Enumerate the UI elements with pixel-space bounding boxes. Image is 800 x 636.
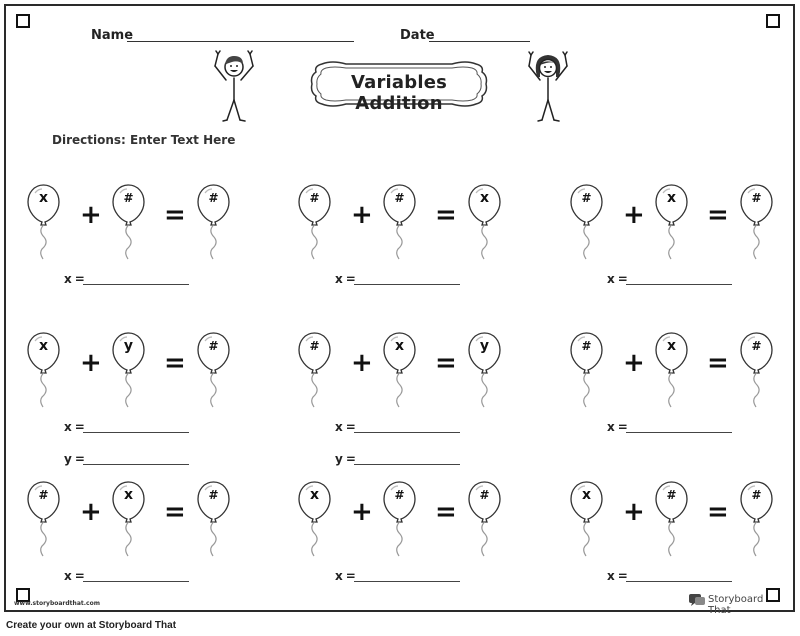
title-banner xyxy=(306,58,492,114)
balloon xyxy=(112,480,148,558)
balloon xyxy=(655,480,691,558)
balloon xyxy=(740,331,776,409)
answer-variable: y xyxy=(64,452,72,466)
logo-text: Storyboard That xyxy=(708,594,764,616)
answer-variable: x xyxy=(335,569,343,583)
balloon xyxy=(740,480,776,558)
page-title: Variables Addition xyxy=(350,72,448,114)
balloon-label: x xyxy=(581,487,592,503)
answer-equals: = xyxy=(345,569,356,583)
speech-bubble-icon xyxy=(688,593,706,607)
plus-sign: + xyxy=(351,348,373,378)
answer-field[interactable] xyxy=(354,284,460,285)
balloon-label: # xyxy=(751,339,762,353)
balloon xyxy=(468,183,504,261)
balloon xyxy=(468,331,504,409)
balloon xyxy=(197,480,233,558)
answer-field[interactable] xyxy=(83,284,189,285)
balloon-label: # xyxy=(123,191,134,205)
balloon-label: # xyxy=(394,191,405,205)
answer-label xyxy=(607,569,628,583)
answer-variable: x xyxy=(607,272,615,286)
name-field[interactable] xyxy=(127,41,354,42)
plus-sign: + xyxy=(623,497,645,527)
plus-sign: + xyxy=(80,200,102,230)
balloon-label: x xyxy=(309,487,320,503)
balloon xyxy=(655,183,691,261)
answer-label xyxy=(64,420,85,434)
balloon-label: y xyxy=(123,338,134,354)
answer-variable: y xyxy=(335,452,343,466)
balloon-label: # xyxy=(479,488,490,502)
plus-sign: + xyxy=(623,348,645,378)
answer-field[interactable] xyxy=(354,432,460,433)
corner-box-top-right xyxy=(766,14,780,28)
balloon-label: x xyxy=(38,190,49,206)
balloon xyxy=(298,183,334,261)
answer-field[interactable] xyxy=(354,581,460,582)
equals-sign: = xyxy=(164,348,186,378)
answer-field[interactable] xyxy=(83,581,189,582)
balloon-label: # xyxy=(394,488,405,502)
equals-sign: = xyxy=(707,497,729,527)
balloon-label: # xyxy=(208,191,219,205)
corner-box-top-left xyxy=(16,14,30,28)
balloon xyxy=(27,183,63,261)
equals-sign: = xyxy=(707,200,729,230)
equals-sign: = xyxy=(164,200,186,230)
balloon xyxy=(27,480,63,558)
answer-equals: = xyxy=(345,420,356,434)
balloon xyxy=(112,183,148,261)
answer-field[interactable] xyxy=(83,432,189,433)
equals-sign: = xyxy=(435,497,457,527)
answer-variable: x xyxy=(335,420,343,434)
answer-equals: = xyxy=(345,452,356,466)
answer-field[interactable] xyxy=(83,464,189,465)
answer-variable: x xyxy=(607,569,615,583)
date-field[interactable] xyxy=(429,41,530,42)
storyboardthat-logo[interactable] xyxy=(688,593,770,616)
balloon-label: # xyxy=(208,339,219,353)
balloon xyxy=(27,331,63,409)
equals-sign: = xyxy=(435,200,457,230)
answer-equals: = xyxy=(74,420,85,434)
balloon-label: # xyxy=(581,191,592,205)
name-label: Name xyxy=(91,28,134,43)
balloon-label: # xyxy=(208,488,219,502)
date-label: Date xyxy=(400,28,435,43)
balloon-label: x xyxy=(666,338,677,354)
balloon-label: # xyxy=(309,339,320,353)
balloon-label: x xyxy=(394,338,405,354)
balloon xyxy=(740,183,776,261)
answer-label xyxy=(335,569,356,583)
balloon xyxy=(197,183,233,261)
plus-sign: + xyxy=(80,497,102,527)
answer-label xyxy=(607,420,628,434)
answer-label xyxy=(335,420,356,434)
answer-equals: = xyxy=(74,272,85,286)
stick-figure-left xyxy=(212,50,256,124)
answer-variable: x xyxy=(64,272,72,286)
balloon-label: # xyxy=(751,488,762,502)
balloon xyxy=(383,331,419,409)
answer-equals: = xyxy=(617,569,628,583)
create-your-own-link[interactable]: Create your own at Storyboard That xyxy=(6,620,177,631)
answer-equals: = xyxy=(345,272,356,286)
balloon-label: x xyxy=(123,487,134,503)
footer-url[interactable]: www.storyboardthat.com xyxy=(14,600,100,607)
answer-equals: = xyxy=(617,272,628,286)
balloon xyxy=(298,480,334,558)
answer-variable: x xyxy=(64,569,72,583)
answer-label xyxy=(607,272,628,286)
answer-field[interactable] xyxy=(626,432,732,433)
balloon xyxy=(468,480,504,558)
answer-label xyxy=(64,452,85,466)
equals-sign: = xyxy=(435,348,457,378)
balloon xyxy=(112,331,148,409)
answer-equals: = xyxy=(74,569,85,583)
balloon-label: # xyxy=(581,339,592,353)
balloon-label: x xyxy=(666,190,677,206)
answer-variable: x xyxy=(64,420,72,434)
answer-equals: = xyxy=(617,420,628,434)
balloon-label: # xyxy=(38,488,49,502)
balloon xyxy=(570,183,606,261)
answer-variable: x xyxy=(335,272,343,286)
balloon xyxy=(197,331,233,409)
answer-label xyxy=(335,272,356,286)
answer-variable: x xyxy=(607,420,615,434)
plus-sign: + xyxy=(351,497,373,527)
balloon-label: # xyxy=(309,191,320,205)
equals-sign: = xyxy=(164,497,186,527)
answer-equals: = xyxy=(74,452,85,466)
answer-field[interactable] xyxy=(626,284,732,285)
equals-sign: = xyxy=(707,348,729,378)
balloon-label: y xyxy=(479,338,490,354)
answer-field[interactable] xyxy=(626,581,732,582)
plus-sign: + xyxy=(623,200,645,230)
balloon xyxy=(383,480,419,558)
stick-figure-right xyxy=(526,50,570,124)
balloon xyxy=(383,183,419,261)
answer-label xyxy=(335,452,356,466)
balloon-label: x xyxy=(38,338,49,354)
balloon xyxy=(570,331,606,409)
balloon xyxy=(655,331,691,409)
balloon-label: # xyxy=(666,488,677,502)
directions-text: Directions: Enter Text Here xyxy=(52,133,236,147)
plus-sign: + xyxy=(80,348,102,378)
answer-label xyxy=(64,272,85,286)
plus-sign: + xyxy=(351,200,373,230)
balloon xyxy=(298,331,334,409)
balloon-label: # xyxy=(751,191,762,205)
balloon-label: x xyxy=(479,190,490,206)
answer-label xyxy=(64,569,85,583)
balloon xyxy=(570,480,606,558)
answer-field[interactable] xyxy=(354,464,460,465)
